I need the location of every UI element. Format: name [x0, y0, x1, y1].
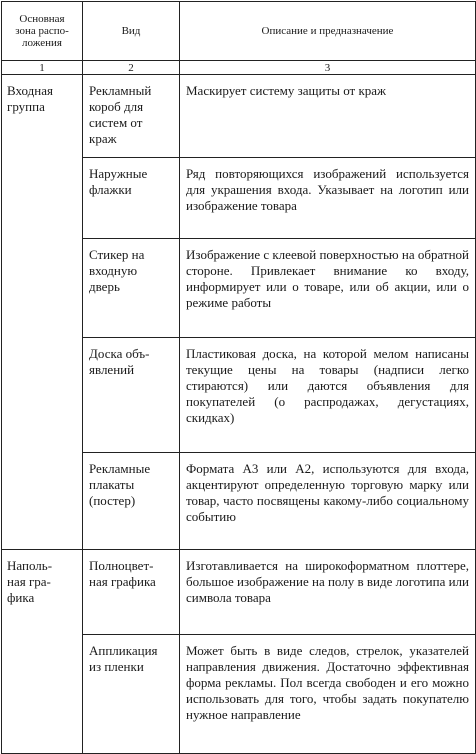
classification-table — [1, 1, 476, 754]
kind-cell: Рекламный короб для систем от краж — [83, 75, 180, 158]
kind-cell: Рекламные плакаты (постер) — [83, 453, 180, 550]
description-cell: Маскирует систему защиты от краж — [180, 75, 476, 158]
description-cell: Изготавливается на широкоформатном плоттере, большое изображение на полу в виде логотипа или символа товара — [180, 550, 476, 635]
column-number-1: 1 — [2, 61, 83, 75]
table-row — [2, 75, 476, 158]
column-number-2: 2 — [83, 61, 180, 75]
description-cell: Ряд повторяющихся изображений используется для украшения входа. Указывает на логотип или изображение товара — [180, 158, 476, 239]
zone-entrance-group: Входная группа — [2, 75, 83, 550]
column-number-row — [2, 61, 476, 75]
header-kind: Вид — [83, 2, 180, 61]
header-row — [2, 2, 476, 61]
header-description: Описание и предназначение — [180, 2, 476, 61]
kind-cell: Доска объ- явлений — [83, 338, 180, 453]
table-row — [2, 550, 476, 635]
description-cell: Формата А3 или А2, используются для входа, акцентируют определенную торговую марку или товар, часто посвящены какому-либо социальному событию — [180, 453, 476, 550]
description-cell: Пластиковая доска, на которой мелом написаны текущие цены на товары (надписи легко стираются) или даются объявления для покупателей (о распродажах, дегустациях, скидках) — [180, 338, 476, 453]
description-cell: Может быть в виде следов, стрелок, указателей направления движения. Достаточно эффективная форма рекламы. Пол всегда свободен и его можно использовать для того, чтобы задать покупателю нужное направление — [180, 635, 476, 754]
kind-cell: Стикер на входную дверь — [83, 239, 180, 338]
column-number-3: 3 — [180, 61, 476, 75]
header-zone: Основная зона распо- ложения — [2, 2, 83, 61]
description-cell: Изображение с клеевой поверхностью на обратной стороне. Привлекает внимание ко входу, информирует или о товаре, или об акции, или о режиме работы — [180, 239, 476, 338]
kind-cell: Полноцвет- ная графика — [83, 550, 180, 635]
zone-floor-graphics: Наполь- ная гра- фика — [2, 550, 83, 754]
kind-cell: Аппликация из пленки — [83, 635, 180, 754]
kind-cell: Наружные флажки — [83, 158, 180, 239]
